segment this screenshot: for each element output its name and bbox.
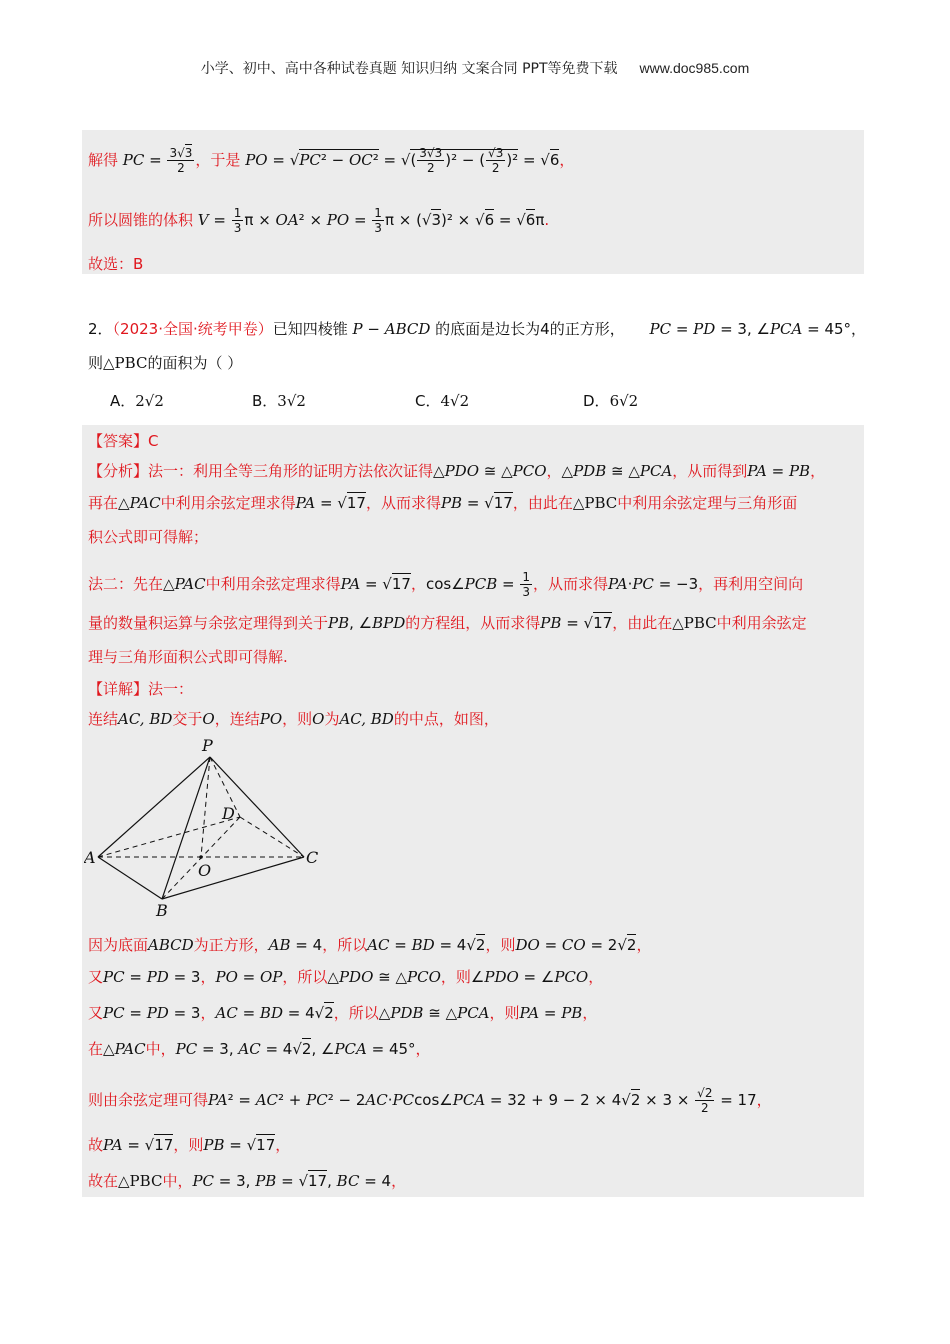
- analysis-line4: 法二：先在△PAC中利用余弦定理求得PA = √17，cos∠PCB = $\frac{1}{3}$ ，从而求得PA·PC = −3，再利用空间向: [88, 570, 804, 599]
- option-a[interactable]: A．2√2: [110, 392, 164, 410]
- option-b[interactable]: B．3√2: [252, 392, 306, 410]
- analysis-line6: 理与三角形面积公式即可得解.: [88, 648, 288, 666]
- question-line1: 2．（2023·全国·统考甲卷）已知四棱锥 P − ABCD 的底面是边长为4的正方形， PC = PD = 3, ∠PCA = 45°，: [88, 320, 867, 338]
- label-C: C: [306, 848, 319, 867]
- option-c[interactable]: C．4√2: [415, 392, 470, 410]
- detail-line3: 又PC = PD = 3，PO = OP，所以△PDO ≅ △PCO，则∠PDO = ∠PCO，: [88, 968, 604, 986]
- prev-solution-line1: 解得 PC = $\frac{3√3}{2}$ ，于是 PO = √PC² − OC² = √( $\frac{3√3}{2}$ )² − ( $\frac{√3}{2}$ )² = √6，: [88, 146, 575, 175]
- detail-line2: 因为底面ABCD为正方形，AB = 4，所以AC = BD = 4√2，则DO = CO = 2√2，: [88, 936, 652, 954]
- detail-line5: 在△PAC中，PC = 3, AC = 4√2, ∠PCA = 45°，: [88, 1040, 431, 1058]
- label-P: P: [202, 736, 213, 755]
- header-text: 小学、初中、高中各种试卷真题 知识归纳 文案合同 PPT等免费下载: [200, 61, 618, 77]
- detail-line7: 故PA = √17，则PB = √17，: [88, 1136, 291, 1154]
- analysis-line5: 量的数量积运算与余弦定理得到关于PB, ∠BPD的方程组，从而求得PB = √17，由此在△PBC中利用余弦定: [88, 614, 807, 632]
- detail-line6: 则由余弦定理可得PA² = AC² + PC² − 2AC·PCcos∠PCA = 32 + 9 − 2 × 4√2 × 3 × $\frac{√2}{2}$ = 17，: [88, 1086, 772, 1115]
- detail-line8: 故在△PBC中，PC = 3, PB = √17, BC = 4，: [88, 1172, 407, 1190]
- label-D: D: [222, 804, 235, 823]
- label-A: A: [84, 848, 96, 867]
- header-url[interactable]: www.doc985.com: [639, 60, 750, 76]
- page-header: [0, 58, 950, 78]
- analysis-line2: 再在△PAC中利用余弦定理求得PA = √17，从而求得PB = √17，由此在△PBC中利用余弦定理与三角形面: [88, 494, 798, 512]
- detail-line0: 【详解】法一：: [88, 680, 194, 698]
- label-O: O: [198, 861, 212, 880]
- answer-line: 【答案】C: [88, 432, 159, 450]
- pyramid-figure: [84, 735, 334, 920]
- analysis-line3: 积公式即可得解；: [88, 528, 209, 546]
- prev-answer: 故选：B: [88, 255, 144, 273]
- edge-AB: [98, 857, 162, 899]
- label-B: B: [156, 901, 168, 920]
- point-O: [199, 855, 203, 859]
- option-d[interactable]: D．6√2: [583, 392, 639, 410]
- prev-solution-line2: 所以圆锥的体积 V = $\frac{1}{3}$ π × OA² × PO = $\frac{1}{3}$ π × (√3)² × √6 = √6π.: [88, 206, 550, 235]
- analysis-line1: 【分析】法一：利用全等三角形的证明方法依次证得△PDO ≅ △PCO，△PDB ≅ △PCA，从而得到PA = PB，: [88, 462, 826, 480]
- edge-BC: [162, 857, 304, 899]
- detail-line4: 又PC = PD = 3，AC = BD = 4√2，所以△PDB ≅ △PCA，则PA = PB，: [88, 1004, 598, 1022]
- detail-line1: 连结AC, BD交于O，连结PO，则O为AC, BD的中点，如图，: [88, 710, 499, 728]
- question-line2: 则△PBC的面积为（ ）: [88, 354, 243, 372]
- edge-AD: [98, 817, 240, 857]
